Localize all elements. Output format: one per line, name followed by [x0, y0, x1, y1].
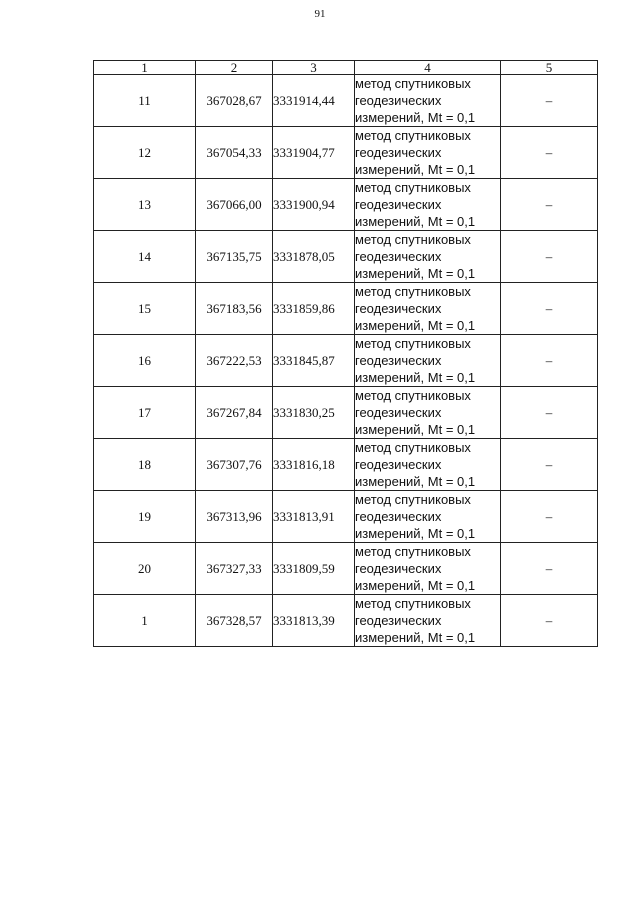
note-cell: – [501, 179, 598, 231]
method-line: метод спутниковых [355, 492, 471, 507]
note-cell: – [501, 75, 598, 127]
method-line: метод спутниковых [355, 544, 471, 559]
note-cell: – [501, 335, 598, 387]
method-line: метод спутниковых [355, 284, 471, 299]
table-header-row [94, 61, 598, 75]
table-body [94, 75, 598, 647]
table-row [94, 127, 598, 179]
method-line: измерений, Mt = 0,1 [355, 630, 476, 645]
method-line: измерений, Mt = 0,1 [355, 318, 476, 333]
table-row [94, 543, 598, 595]
method-line: метод спутниковых [355, 388, 471, 403]
method-line: геодезических [355, 405, 442, 420]
method-cell [355, 595, 501, 647]
table-row [94, 335, 598, 387]
y-coordinate-cell: 3331813,91 [273, 491, 355, 543]
method-line: метод спутниковых [355, 440, 471, 455]
point-number-cell: 12 [94, 127, 196, 179]
table-row [94, 179, 598, 231]
method-cell [355, 439, 501, 491]
method-line: измерений, Mt = 0,1 [355, 214, 476, 229]
note-cell: – [501, 543, 598, 595]
point-number-cell: 15 [94, 283, 196, 335]
method-line: геодезических [355, 509, 442, 524]
method-cell [355, 491, 501, 543]
note-cell: – [501, 439, 598, 491]
note-cell: – [501, 491, 598, 543]
method-line: метод спутниковых [355, 180, 471, 195]
header-col-4: 4 [355, 61, 501, 75]
point-number-cell: 17 [94, 387, 196, 439]
method-line: геодезических [355, 93, 442, 108]
method-cell [355, 283, 501, 335]
table-row [94, 387, 598, 439]
y-coordinate-cell: 3331914,44 [273, 75, 355, 127]
point-number-cell: 14 [94, 231, 196, 283]
x-coordinate-cell: 367328,57 [196, 595, 273, 647]
x-coordinate-cell: 367028,67 [196, 75, 273, 127]
method-line: измерений, Mt = 0,1 [355, 526, 476, 541]
point-number-cell: 20 [94, 543, 196, 595]
method-line: метод спутниковых [355, 76, 471, 91]
point-number-cell: 16 [94, 335, 196, 387]
point-number-cell: 1 [94, 595, 196, 647]
note-cell: – [501, 231, 598, 283]
method-cell [355, 179, 501, 231]
method-line: геодезических [355, 197, 442, 212]
y-coordinate-cell: 3331900,94 [273, 179, 355, 231]
table-row [94, 283, 598, 335]
x-coordinate-cell: 367307,76 [196, 439, 273, 491]
header-col-2: 2 [196, 61, 273, 75]
method-line: геодезических [355, 301, 442, 316]
note-cell: – [501, 283, 598, 335]
header-col-3: 3 [273, 61, 355, 75]
method-line: метод спутниковых [355, 232, 471, 247]
x-coordinate-cell: 367183,56 [196, 283, 273, 335]
coordinates-table [93, 60, 598, 647]
method-cell [355, 335, 501, 387]
table-row [94, 75, 598, 127]
page-number: 91 [314, 8, 326, 20]
method-cell [355, 127, 501, 179]
table-row [94, 231, 598, 283]
point-number-cell: 18 [94, 439, 196, 491]
method-line: измерений, Mt = 0,1 [355, 370, 476, 385]
note-cell: – [501, 127, 598, 179]
x-coordinate-cell: 367135,75 [196, 231, 273, 283]
point-number-cell: 11 [94, 75, 196, 127]
x-coordinate-cell: 367066,00 [196, 179, 273, 231]
method-cell [355, 387, 501, 439]
method-line: измерений, Mt = 0,1 [355, 110, 476, 125]
y-coordinate-cell: 3331845,87 [273, 335, 355, 387]
y-coordinate-cell: 3331813,39 [273, 595, 355, 647]
method-line: геодезических [355, 353, 442, 368]
x-coordinate-cell: 367267,84 [196, 387, 273, 439]
table-row [94, 595, 598, 647]
table-row [94, 491, 598, 543]
point-number-cell: 13 [94, 179, 196, 231]
y-coordinate-cell: 3331859,86 [273, 283, 355, 335]
note-cell: – [501, 595, 598, 647]
method-line: геодезических [355, 457, 442, 472]
method-line: метод спутниковых [355, 596, 471, 611]
method-line: метод спутниковых [355, 336, 471, 351]
x-coordinate-cell: 367222,53 [196, 335, 273, 387]
method-line: метод спутниковых [355, 128, 471, 143]
x-coordinate-cell: 367054,33 [196, 127, 273, 179]
note-cell: – [501, 387, 598, 439]
method-line: геодезических [355, 249, 442, 264]
x-coordinate-cell: 367327,33 [196, 543, 273, 595]
x-coordinate-cell: 367313,96 [196, 491, 273, 543]
method-cell [355, 231, 501, 283]
method-line: геодезических [355, 561, 442, 576]
header-col-5: 5 [501, 61, 598, 75]
method-cell [355, 543, 501, 595]
method-line: измерений, Mt = 0,1 [355, 578, 476, 593]
y-coordinate-cell: 3331816,18 [273, 439, 355, 491]
y-coordinate-cell: 3331904,77 [273, 127, 355, 179]
y-coordinate-cell: 3331878,05 [273, 231, 355, 283]
method-line: измерений, Mt = 0,1 [355, 162, 476, 177]
method-line: измерений, Mt = 0,1 [355, 266, 476, 281]
table-row [94, 439, 598, 491]
method-line: измерений, Mt = 0,1 [355, 474, 476, 489]
method-line: измерений, Mt = 0,1 [355, 422, 476, 437]
header-col-1: 1 [94, 61, 196, 75]
method-cell [355, 75, 501, 127]
y-coordinate-cell: 3331809,59 [273, 543, 355, 595]
y-coordinate-cell: 3331830,25 [273, 387, 355, 439]
point-number-cell: 19 [94, 491, 196, 543]
method-line: геодезических [355, 613, 442, 628]
method-line: геодезических [355, 145, 442, 160]
